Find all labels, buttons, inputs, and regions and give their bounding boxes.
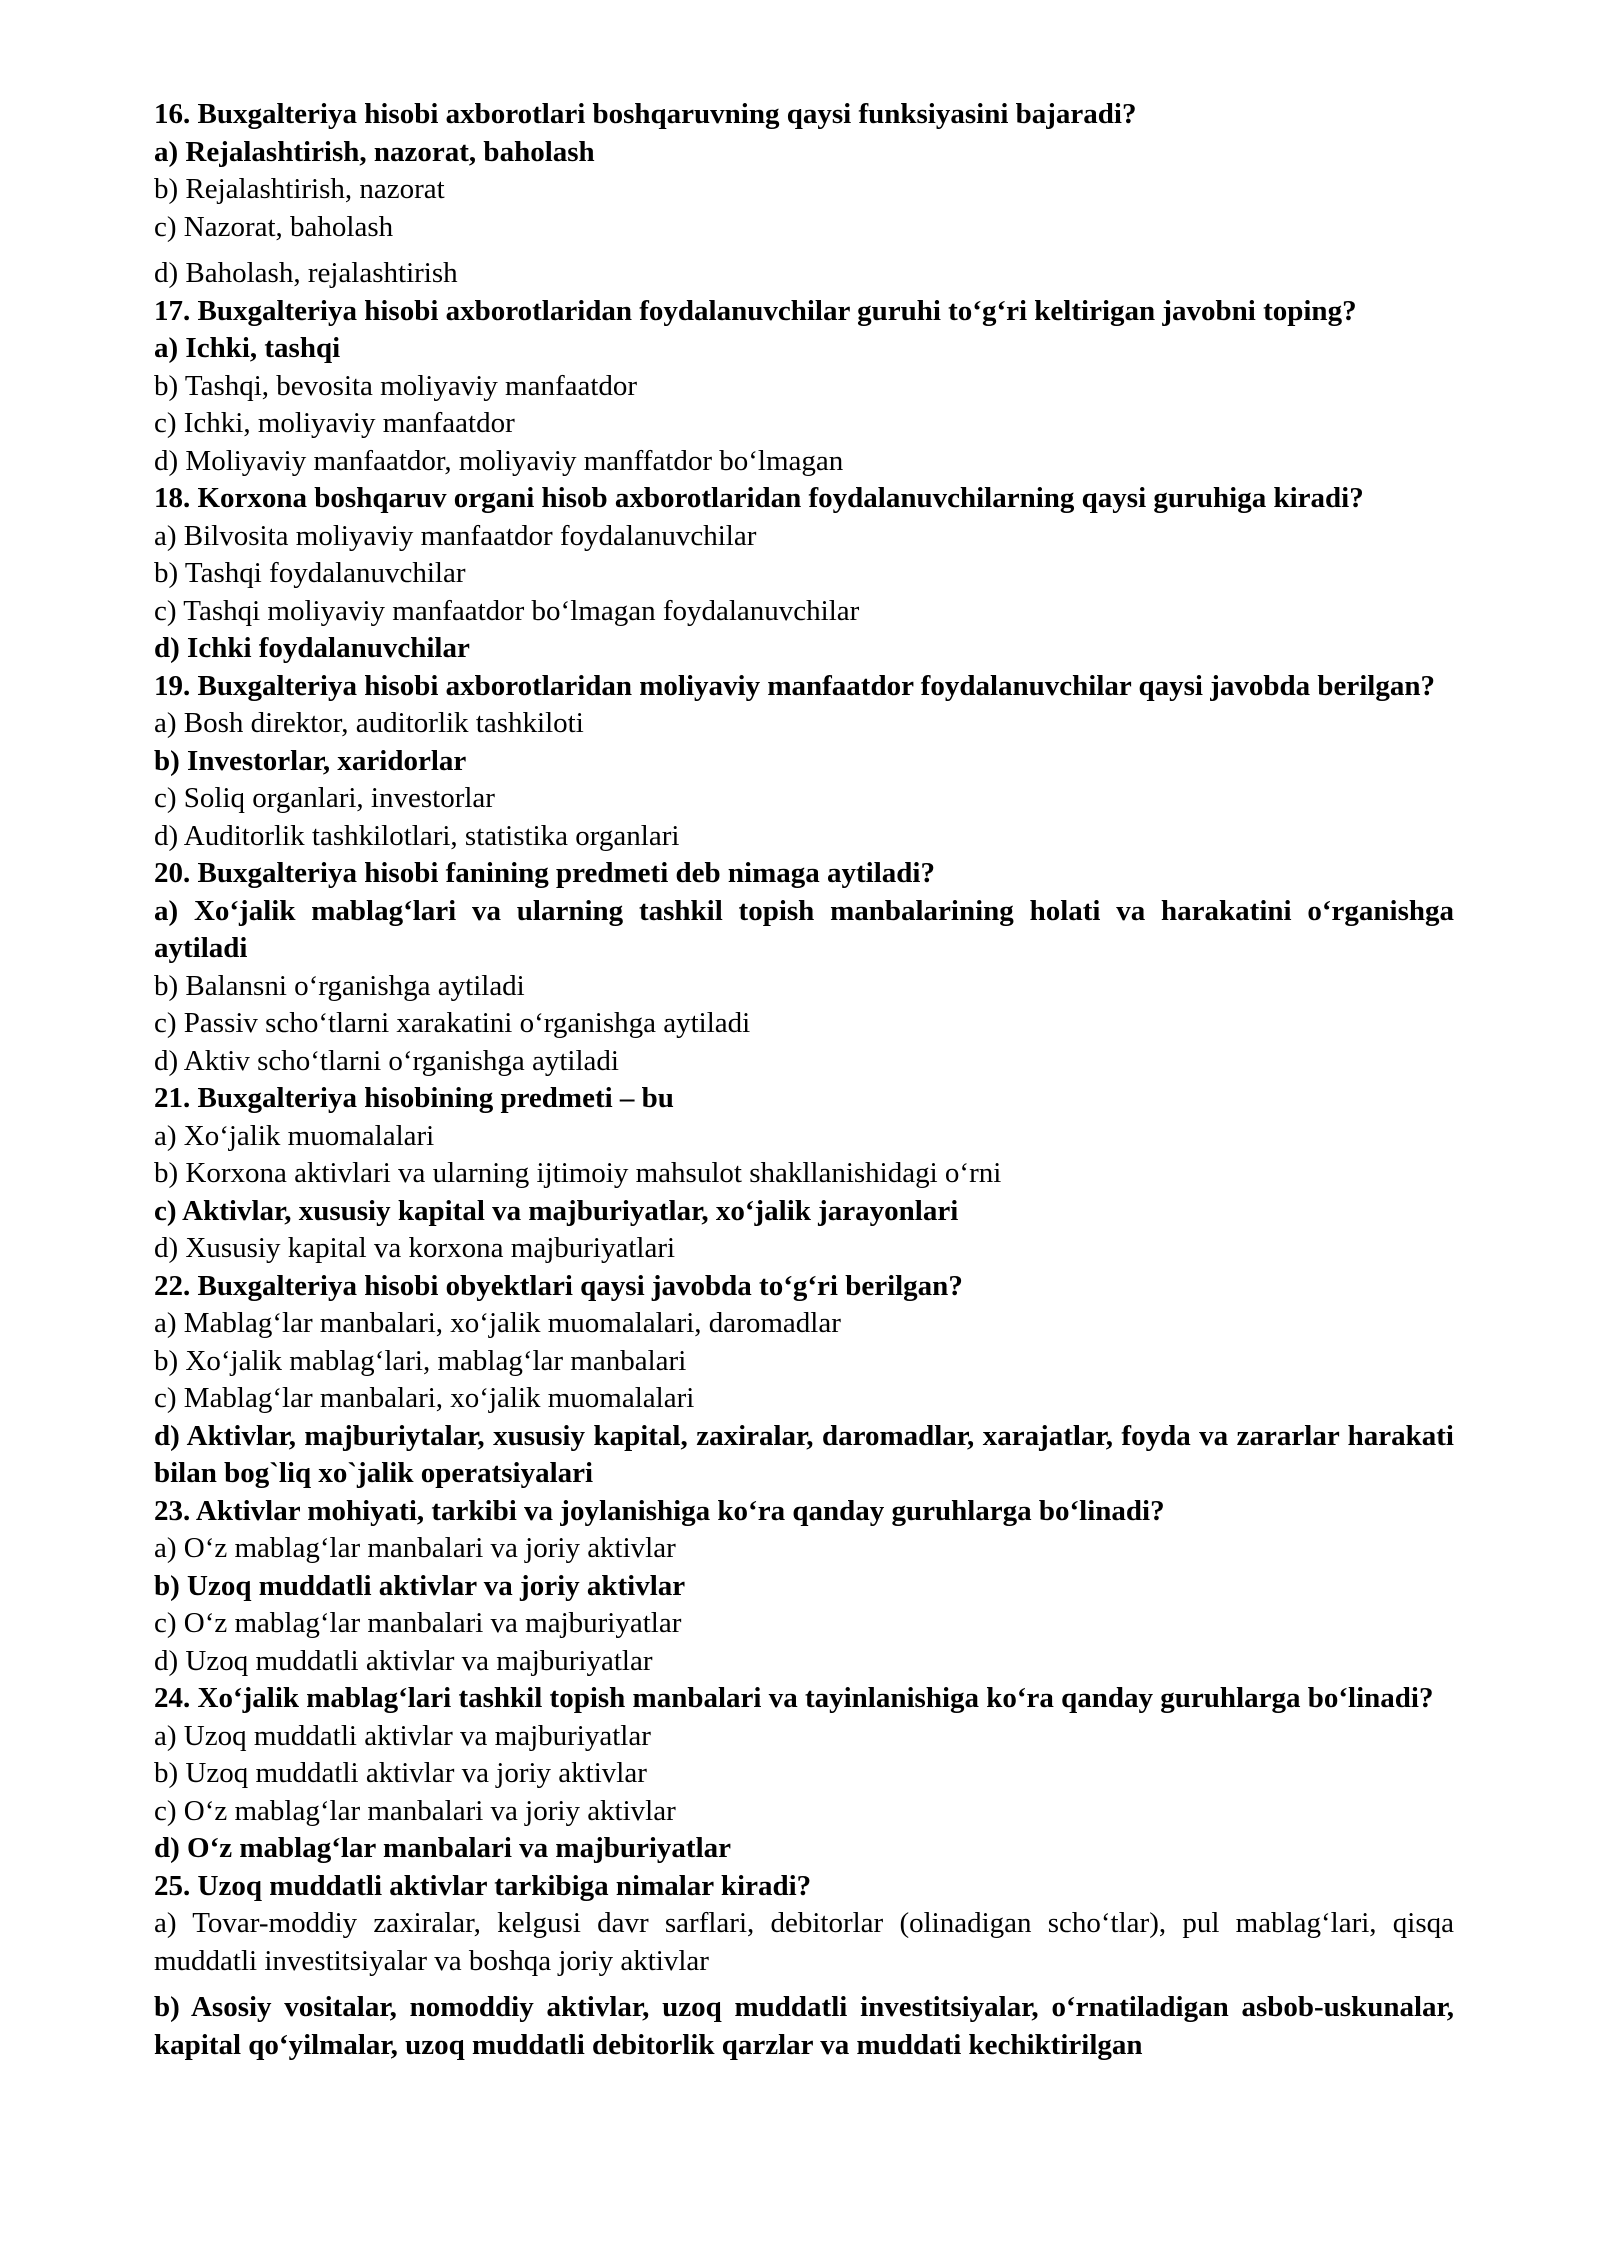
question-text: 19. Buxgalteriya hisobi axborotlaridan moliyaviy manfaatdor foydalanuvchilar qaysi javobda berilgan? xyxy=(154,669,1435,702)
question-block xyxy=(154,480,1454,668)
question-text: 24. Xo‘jalik mablag‘lari tashkil topish manbalari va tayinlanishiga ko‘ra qanday guruhlarga bo‘linadi? xyxy=(154,1682,1434,1714)
answer-option: a) Mablag‘lar manbalari, xo‘jalik muomalalari, daromadlar xyxy=(154,1307,841,1339)
answer-option: c) Passiv scho‘tlarni xarakatini o‘rganishga aytiladi xyxy=(154,1007,751,1039)
answer-option: a) Tovar-moddiy zaxiralar, kelgusi davr sarflari, debitorlar (olinadigan scho‘tlar), pul mablag‘lari, qisqa muddatli investitsiyalar va boshqa joriy aktivlar xyxy=(154,1907,1454,1977)
answer-option: d) Xususiy kapital va korxona majburiyatlari xyxy=(154,1232,676,1264)
answer-option: b) Korxona aktivlari va ularning ijtimoiy mahsulot shakllanishidagi o‘rni xyxy=(154,1157,1002,1189)
answer-option: b) Rejalashtirish, nazorat xyxy=(154,173,445,205)
answer-option: c) Soliq organlari, investorlar xyxy=(154,782,495,814)
question-block xyxy=(154,855,1454,1080)
question-text: 17. Buxgalteriya hisobi axborotlaridan foydalanuvchilar guruhi to‘g‘ri keltirigan javobni toping? xyxy=(154,294,1357,327)
question-block xyxy=(154,96,1454,293)
question-text: 20. Buxgalteriya hisobi fanining predmeti deb nimaga aytiladi? xyxy=(154,857,935,889)
question-block xyxy=(154,1268,1454,1493)
answer-option-correct: d) O‘z mablag‘lar manbalari va majburiyatlar xyxy=(154,1832,732,1864)
question-block xyxy=(154,1493,1454,1681)
answer-option: c) Mablag‘lar manbalari, xo‘jalik muomalalari xyxy=(154,1382,695,1414)
question-block xyxy=(154,668,1454,856)
answer-option: b) Balansni o‘rganishga aytiladi xyxy=(154,969,525,1002)
answer-option-correct: d) Ichki foydalanuvchilar xyxy=(154,632,470,664)
answer-option: d) Uzoq muddatli aktivlar va majburiyatlar xyxy=(154,1644,653,1677)
answer-option: b) Tashqi, bevosita moliyaviy manfaatdor xyxy=(154,369,638,402)
answer-option: b) Tashqi foydalanuvchilar xyxy=(154,557,466,589)
question-text: 21. Buxgalteriya hisobining predmeti – bu xyxy=(154,1082,674,1114)
answer-option: c) Nazorat, baholash xyxy=(154,210,394,243)
answer-option: d) Moliyaviy manfaatdor, moliyaviy manffatdor bo‘lmagan xyxy=(154,444,844,477)
answer-option: d) Auditorlik tashkilotlari, statistika organlari xyxy=(154,819,680,852)
answer-option: a) Uzoq muddatli aktivlar va majburiyatlar xyxy=(154,1719,651,1752)
answer-option-correct: a) Ichki, tashqi xyxy=(154,332,341,364)
answer-option: c) Tashqi moliyaviy manfaatdor bo‘lmagan foydalanuvchilar xyxy=(154,594,860,627)
question-text: 16. Buxgalteriya hisobi axborotlari boshqaruvning qaysi funksiyasini bajaradi? xyxy=(154,98,1137,130)
answer-option: c) Ichki, moliyaviy manfaatdor xyxy=(154,407,515,439)
question-text: 23. Aktivlar mohiyati, tarkibi va joylanishiga ko‘ra qanday guruhlarga bo‘linadi? xyxy=(154,1494,1165,1527)
question-text: 22. Buxgalteriya hisobi obyektlari qaysi javobda to‘g‘ri berilgan? xyxy=(154,1269,963,1302)
answer-option-correct: d) Aktivlar, majburiytalar, xususiy kapital, zaxiralar, daromadlar, xarajatlar, foyda va zararlar harakati bilan bog`liq xo`jalik operatsiyalari xyxy=(154,1419,1454,1489)
answer-option: c) O‘z mablag‘lar manbalari va joriy aktivlar xyxy=(154,1794,676,1827)
question-text: 18. Korxona boshqaruv organi hisob axborotlaridan foydalanuvchilarning qaysi guruhiga kiradi? xyxy=(154,482,1364,514)
question-text: 25. Uzoq muddatli aktivlar tarkibiga nimalar kiradi? xyxy=(154,1869,812,1902)
question-block xyxy=(154,1080,1454,1268)
answer-option-correct: a) Xo‘jalik mablag‘lari va ularning tashkil topish manbalarining holati va harakatini o‘rganishga aytiladi xyxy=(154,894,1454,964)
answer-option: d) Aktiv scho‘tlarni o‘rganishga aytiladi xyxy=(154,1044,619,1077)
answer-option: b) Xo‘jalik mablag‘lari, mablag‘lar manbalari xyxy=(154,1344,687,1377)
answer-option-correct: b) Asosiy vositalar, nomoddiy aktivlar, uzoq muddatli investitsiyalar, o‘rnatiladigan asbob-uskunalar, kapital qo‘yilmalar, uzoq muddatli debitorlik qarzlar va muddati kechiktirilgan xyxy=(154,1991,1454,2061)
answer-option: a) Xo‘jalik muomalalari xyxy=(154,1119,435,1152)
answer-option: a) O‘z mablag‘lar manbalari va joriy aktivlar xyxy=(154,1532,676,1564)
answer-option-correct: b) Investorlar, xaridorlar xyxy=(154,744,467,777)
answer-option: c) O‘z mablag‘lar manbalari va majburiyatlar xyxy=(154,1607,682,1639)
answer-option: a) Bilvosita moliyaviy manfaatdor foydalanuvchilar xyxy=(154,519,757,552)
answer-option: a) Bosh direktor, auditorlik tashkiloti xyxy=(154,707,584,739)
answer-option: d) Baholash, rejalashtirish xyxy=(154,257,458,289)
answer-option-correct: c) Aktivlar, xususiy kapital va majburiyatlar, xo‘jalik jarayonlari xyxy=(154,1194,959,1227)
answer-option-correct: b) Uzoq muddatli aktivlar va joriy aktivlar xyxy=(154,1569,686,1602)
answer-option-correct: a) Rejalashtirish, nazorat, baholash xyxy=(154,135,595,168)
question-block xyxy=(154,1680,1454,1868)
answer-option: b) Uzoq muddatli aktivlar va joriy aktivlar xyxy=(154,1757,647,1789)
question-block xyxy=(154,1868,1454,2065)
question-block xyxy=(154,293,1454,481)
